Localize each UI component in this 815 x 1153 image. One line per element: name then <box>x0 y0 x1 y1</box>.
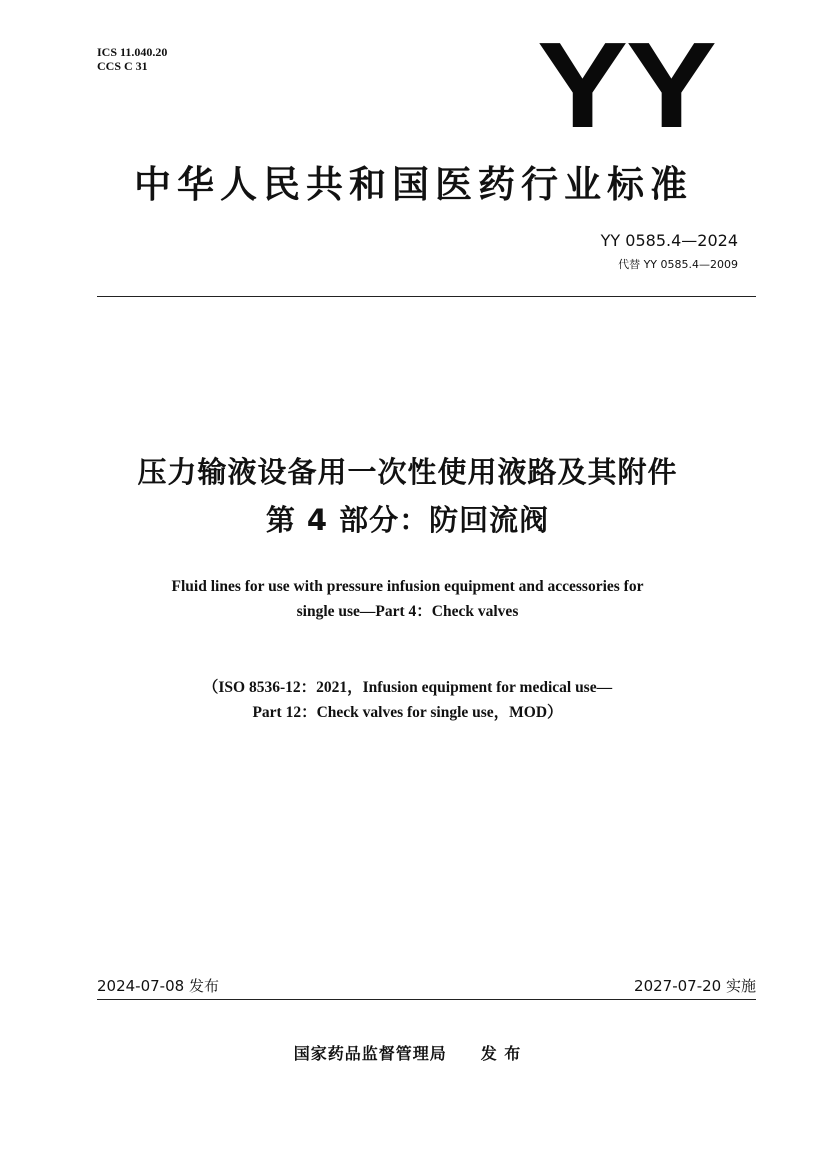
adoption-note-line-2: Part 12：Check valves for single use，MOD） <box>252 704 563 721</box>
standard-number: YY 0585.4—2024 <box>600 231 738 250</box>
replaces-standard: 代替 YY 0585.4—2009 <box>618 258 738 271</box>
header-divider <box>97 296 756 297</box>
english-title-line-2: single use—Part 4：Check valves <box>296 603 519 620</box>
english-title <box>0 574 815 624</box>
publisher-name: 国家药品监督管理局 <box>293 1044 447 1063</box>
issue-date: 2024-07-08 发布 <box>97 977 219 995</box>
ics-code: ICS 11.040.20 <box>97 45 168 59</box>
implementation-date: 2027-07-20 实施 <box>634 977 756 995</box>
industry-standard-title: 中华人民共和国医药行业标准 <box>134 163 693 206</box>
classification-codes <box>97 45 167 73</box>
adoption-note <box>0 675 815 725</box>
ccs-code: CCS C 31 <box>97 59 148 73</box>
adoption-note-line-1: （ISO 8536-12：2021，Infusion equipment for medical use— <box>202 679 613 696</box>
footer-divider <box>97 999 756 1000</box>
chinese-title-line-1: 压力输液设备用一次性使用液路及其附件 <box>137 455 678 489</box>
chinese-title <box>0 448 815 544</box>
english-title-line-1: Fluid lines for use with pressure infusion equipment and accessories for <box>171 578 644 595</box>
publisher <box>0 1043 815 1065</box>
publisher-action: 发 布 <box>480 1044 522 1063</box>
yy-logo: YY <box>537 17 715 153</box>
chinese-title-line-2: 第 4 部分：防回流阀 <box>265 503 550 537</box>
